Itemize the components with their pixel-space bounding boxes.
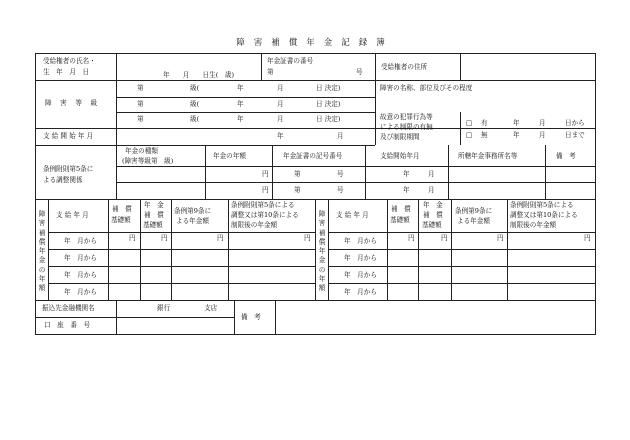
grade-month: 月	[277, 84, 284, 92]
payment-start-month: 月	[337, 132, 344, 140]
rule	[545, 145, 546, 200]
rule	[48, 249, 315, 250]
restriction-yes-checkbox[interactable]: □	[466, 119, 473, 127]
rule	[448, 145, 449, 200]
rule	[108, 199, 109, 300]
adj-header: 調整又は第10条による	[231, 211, 299, 219]
annual-base-header: 基礎額	[143, 221, 163, 229]
rule	[35, 80, 596, 81]
yen-mark: 円	[304, 234, 311, 242]
birth-date-label: 生 年 月 日	[43, 68, 90, 76]
rule	[387, 199, 388, 300]
rule	[116, 182, 596, 183]
restriction-label: 及び制限期間	[380, 133, 420, 141]
address-label: 受給権者の住所	[381, 63, 428, 71]
rule	[418, 199, 419, 300]
rule	[35, 317, 234, 318]
adjustment-label: 条例附則第5条に	[43, 165, 94, 173]
remarks-header: 備 考	[556, 152, 576, 160]
rule	[375, 53, 376, 145]
rule	[116, 53, 117, 200]
start-year: 年	[403, 170, 410, 178]
grade-day: 日 決定)	[316, 84, 341, 92]
rule	[140, 199, 141, 300]
adj-header: 制限後の年金額	[231, 221, 278, 229]
rule	[328, 283, 596, 284]
pay-row-label: 年 月から	[344, 288, 377, 296]
rule	[228, 199, 229, 300]
art9-header: 条例第9条に	[174, 207, 212, 215]
restriction-no-label: 無	[481, 131, 488, 139]
yen-mark: 円	[497, 234, 504, 242]
annual-base-header: 年 金	[144, 201, 164, 209]
pension-cert-no-label: 年金証書の番号	[267, 57, 314, 65]
art9-header: 条例第9条に	[455, 207, 493, 215]
branch-suffix: 支店	[204, 304, 218, 312]
base-header: 基礎額	[390, 216, 410, 224]
page-title: 障害補償年金記録簿	[236, 38, 394, 48]
rule	[328, 232, 596, 233]
yen-mark: 円	[217, 234, 224, 242]
grade-prefix: 第	[137, 84, 144, 92]
adj-header: 調整又は第10条による	[510, 211, 578, 219]
yen-mark: 円	[408, 234, 415, 242]
bank-remarks-label: 備 考	[241, 313, 261, 321]
rule	[451, 199, 452, 300]
rule	[272, 145, 273, 200]
adj-header: 条例附則第5条による	[231, 201, 295, 209]
pay-row-label: 年 月から	[64, 288, 97, 296]
grade-prefix: 第	[137, 115, 144, 123]
recipient-name-label: 受給権者の氏名・	[43, 57, 96, 65]
pension-cert-no-prefix: 第	[267, 68, 274, 76]
annual-side-label: 障害補償年金の年額	[318, 210, 326, 293]
yen-mark: 円	[441, 234, 448, 242]
rule	[234, 300, 235, 335]
restriction-month: 月	[539, 119, 546, 127]
grade-year: 年	[237, 100, 244, 108]
grade-month: 月	[277, 100, 284, 108]
base-header: 補 償	[391, 205, 411, 213]
cert-gou: 号	[337, 186, 344, 194]
art9-header: よる年金額	[457, 217, 490, 225]
grade-day: 日 決定)	[316, 100, 341, 108]
rule	[315, 199, 316, 300]
start-ym-header: 支給開始年月	[380, 152, 420, 160]
rule	[35, 300, 596, 301]
rule	[460, 112, 461, 145]
start-month: 月	[428, 170, 435, 178]
cert-symbol-header: 年金証書の記号番号	[283, 152, 343, 160]
rule	[328, 249, 596, 250]
restriction-from: 日から	[565, 119, 585, 127]
grade-month: 月	[277, 115, 284, 123]
rule	[48, 199, 49, 300]
restriction-month: 月	[539, 131, 546, 139]
yen-mark: 円	[584, 234, 591, 242]
pay-row-label: 年 月から	[64, 271, 97, 279]
annual-base-header: 年 金	[423, 201, 443, 209]
base-header: 基礎額	[111, 216, 131, 224]
rule	[48, 266, 315, 267]
pension-cert-no-suffix: 号	[356, 68, 363, 76]
rule	[261, 53, 262, 80]
restriction-no-checkbox[interactable]: □	[466, 131, 473, 139]
adj-header: 条例附則第5条による	[510, 201, 574, 209]
grade-value: 級(	[190, 100, 200, 108]
cert-dai: 第	[294, 186, 301, 194]
pension-type-header: (障害等級第 級)	[122, 157, 174, 165]
base-header: 補 償	[112, 205, 132, 213]
rule	[507, 199, 508, 300]
pension-type-header: 年金の種類	[125, 147, 158, 155]
start-month: 月	[428, 186, 435, 194]
pay-ym-header: 支 給 年 月	[56, 211, 89, 219]
yen-mark: 円	[129, 234, 136, 242]
annual-side-label: 障害補償年金の年額	[38, 210, 46, 293]
rule	[328, 199, 329, 300]
yen-mark: 円	[161, 234, 168, 242]
grade-prefix: 第	[137, 100, 144, 108]
restriction-year: 年	[513, 119, 520, 127]
rule	[205, 145, 206, 200]
rule	[116, 97, 375, 98]
annual-base-header: 補 償	[144, 211, 164, 219]
restriction-until: 日まで	[565, 131, 585, 139]
birth-date-field: 年 月 日生( 歳)	[163, 71, 235, 79]
amount-yen: 円	[262, 170, 269, 178]
start-year: 年	[403, 186, 410, 194]
rule	[460, 53, 461, 80]
annual-base-header: 補 償	[423, 211, 443, 219]
cert-dai: 第	[294, 170, 301, 178]
rule	[171, 199, 172, 300]
rule	[328, 266, 596, 267]
rule	[116, 112, 375, 113]
account-number-label: 口 座 番 号	[44, 321, 91, 329]
pay-row-label: 年 月から	[64, 254, 97, 262]
disability-grade-label: 障 害 等 級	[45, 99, 99, 107]
annual-base-header: 基礎額	[422, 221, 442, 229]
restriction-label: 故意の犯罪行為等	[380, 113, 433, 121]
rule	[35, 128, 596, 129]
office-header: 所轄年金事務所名等	[458, 152, 518, 160]
pay-row-label: 年 月から	[344, 254, 377, 262]
annual-amount-header: 年金の年額	[213, 152, 246, 160]
grade-year: 年	[237, 115, 244, 123]
bank-name-label: 振込先金融機関名	[42, 304, 95, 312]
grade-value: 級(	[190, 84, 200, 92]
grade-day: 日 決定)	[316, 115, 341, 123]
restriction-year: 年	[513, 131, 520, 139]
rule	[116, 300, 117, 335]
rule	[275, 300, 276, 335]
amount-yen: 円	[262, 186, 269, 194]
rule	[116, 166, 596, 167]
pay-row-label: 年 月から	[64, 237, 97, 245]
art9-header: よる年金額	[176, 217, 209, 225]
adj-header: 制限後の年金額	[510, 221, 557, 229]
restriction-label: による制限の有無	[380, 123, 433, 131]
injury-description-label: 障害の名称、部位及びその程度	[380, 84, 473, 92]
adjustment-label: よる調整関係	[43, 176, 83, 184]
pay-row-label: 年 月から	[344, 237, 377, 245]
rule	[48, 232, 315, 233]
payment-start-label: 支 給 開 始 年 月	[43, 132, 94, 140]
cert-gou: 号	[337, 170, 344, 178]
restriction-yes-label: 有	[481, 119, 488, 127]
grade-year: 年	[237, 84, 244, 92]
payment-start-year: 年	[277, 132, 284, 140]
pay-row-label: 年 月から	[344, 271, 377, 279]
rule	[365, 145, 366, 200]
pay-ym-header: 支 給 年 月	[336, 211, 369, 219]
bank-suffix: 銀行	[157, 304, 171, 312]
grade-value: 級(	[190, 115, 200, 123]
rule	[48, 283, 315, 284]
